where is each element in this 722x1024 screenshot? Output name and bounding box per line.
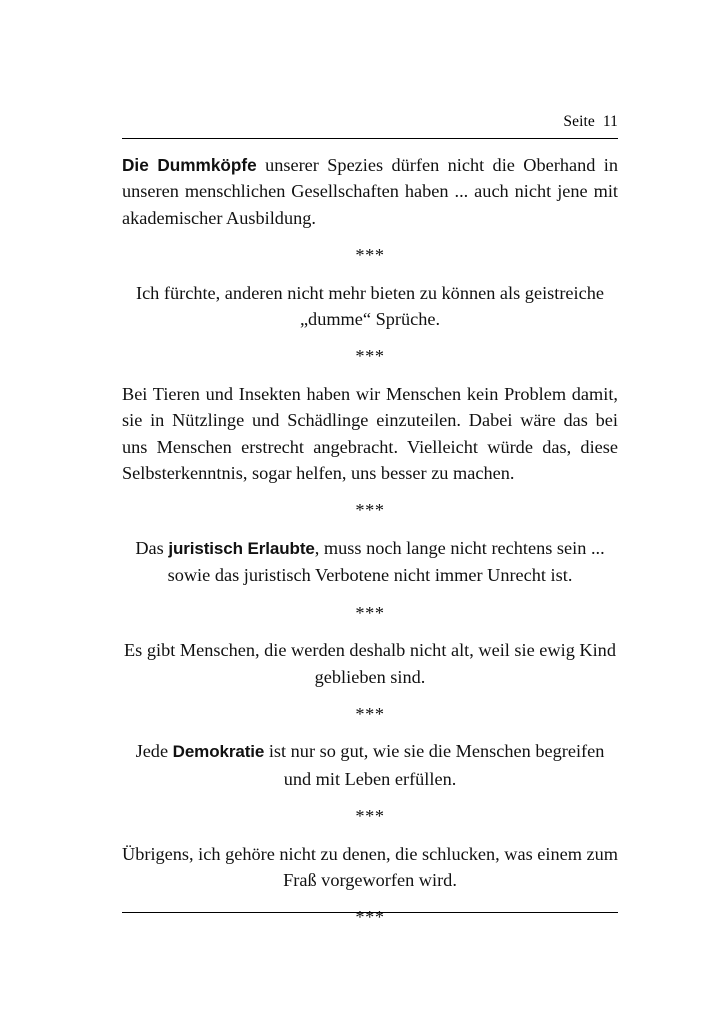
aphorism-demokratie <box>122 738 618 792</box>
aphorism-ewig-kind: Es gibt Menschen, die werden deshalb nicht alt, weil sie ewig Kind geblieben sind. <box>124 640 616 687</box>
aphorism-demokratie-prefix: Jede <box>135 741 173 762</box>
aphorism-uebrigens: Übrigens, ich gehöre nicht zu denen, die schlucken, was einem zum Fraß vorgeworfen wird. <box>122 843 618 890</box>
section-separator: *** <box>355 907 385 928</box>
aphorism-dummkoepfe <box>122 152 618 231</box>
section-separator: *** <box>355 806 385 827</box>
aphorism-list <box>122 152 618 931</box>
aphorism-demokratie-suffix: ist nur so gut, wie sie die Menschen begreifen und mit Leben erfüllen. <box>264 741 605 789</box>
aphorism-juristisch-prefix: Das <box>135 537 169 558</box>
emphasis-juristisch-erlaubte: juristisch Erlaubte <box>168 538 315 558</box>
section-separator: *** <box>355 703 385 724</box>
aphorism-juristisch <box>122 535 618 589</box>
emphasis-demokratie: Demokratie <box>172 742 265 762</box>
section-separator: *** <box>355 346 385 367</box>
section-separator: *** <box>355 602 385 623</box>
footer-divider-rule <box>122 912 618 913</box>
running-head-page-number: Seite 11 <box>563 113 618 130</box>
aphorism-fuerchte: Ich fürchte, anderen nicht mehr bieten zu können als geistreiche „dumme“ Sprüche. <box>135 282 604 330</box>
aphorism-dummkoepfe-text: unserer Spezies dürfen nicht die Oberhand in unseren menschlichen Gesellschaften haben ... auch nicht jene mit akademischer Ausbildung. <box>122 155 618 228</box>
header-divider-rule <box>122 138 618 139</box>
section-separator: *** <box>355 245 385 266</box>
page-content-area <box>122 0 618 1024</box>
emphasis-dummkoepfe: Die Dummköpfe <box>122 155 257 175</box>
section-separator: *** <box>355 500 385 521</box>
aphorism-juristisch-suffix: , muss noch lange nicht rechtens sein ... sowie das juristisch Verbotene nicht immer Unrecht ist. <box>167 537 605 586</box>
aphorism-tiere-insekten: Bei Tieren und Insekten haben wir Menschen kein Problem damit, sie in Nützlinge und Schädlinge einzuteilen. Dabei wäre das bei uns Menschen erstrecht angebracht. Vielleicht würde das, diese Selbsterkenntnis, sogar helfen, uns besser zu machen. <box>122 383 618 484</box>
